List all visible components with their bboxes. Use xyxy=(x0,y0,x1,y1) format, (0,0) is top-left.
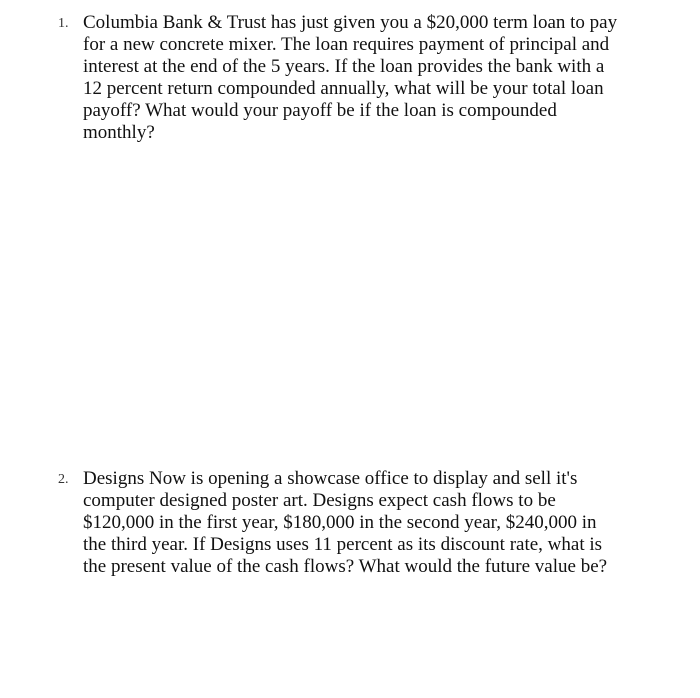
question-text-line: interest at the end of the 5 years. If the loan provides the bank with a xyxy=(83,56,605,77)
question-1 xyxy=(58,12,658,144)
question-text-line: payoff? What would your payoff be if the loan is compounded xyxy=(83,100,557,121)
question-text-line: $120,000 in the first year, $180,000 in the second year, $240,000 in xyxy=(83,512,597,533)
question-text-line: the present value of the cash flows? What would the future value be? xyxy=(83,556,608,577)
question-2 xyxy=(58,468,658,578)
question-text-line: for a new concrete mixer. The loan requires payment of principal and xyxy=(83,34,610,55)
question-number: 1. xyxy=(58,16,69,31)
question-text-line: the third year. If Designs uses 11 percent as its discount rate, what is xyxy=(83,534,603,555)
question-text-line: monthly? xyxy=(83,122,155,143)
question-text-line: Designs Now is opening a showcase office to display and sell it's xyxy=(83,468,578,489)
question-text-line: 12 percent return compounded annually, what will be your total loan xyxy=(83,78,604,99)
question-number: 2. xyxy=(58,472,69,487)
question-text-line: computer designed poster art. Designs expect cash flows to be xyxy=(83,490,556,511)
question-text-line: Columbia Bank & Trust has just given you a $20,000 term loan to pay xyxy=(83,12,618,33)
